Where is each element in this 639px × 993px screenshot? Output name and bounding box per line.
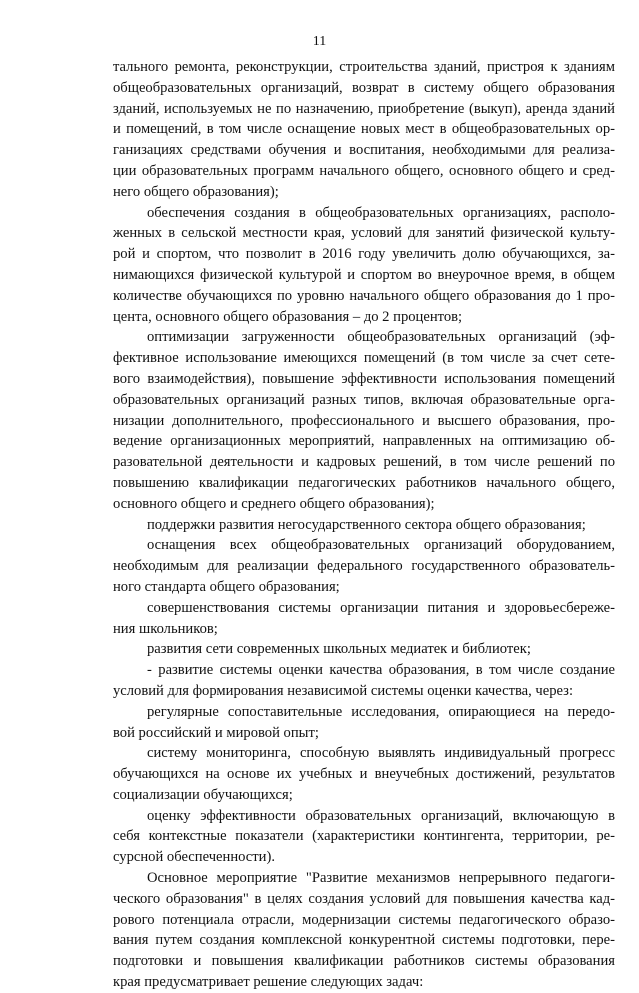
text-line: совершенствования системы организации питания и здоровьесбереже-	[147, 599, 615, 616]
text-line: вания путем создания комплексной конкурентной системы подготовки, пере-	[113, 932, 615, 949]
text-line: Основное мероприятие "Развитие механизмов непрерывного педагоги-	[147, 870, 615, 887]
text-line: вой российский и мировой опыт;	[113, 724, 319, 741]
text-line: женных в сельской местности края, условий для занятий физической культу-	[113, 225, 615, 242]
text-line: сурсной обеспеченности).	[113, 849, 275, 866]
text-line: образовательных организаций разных типов, включая образовательные орга-	[113, 391, 615, 408]
text-line: подготовки и повышения квалификации работников системы образования	[113, 953, 615, 970]
page-number: 11	[312, 34, 327, 49]
text-line: развития сети современных школьных медиатек и библиотек;	[147, 641, 531, 658]
text-line: себя контекстные показатели (характеристики контингента, территории, ре-	[113, 828, 615, 845]
text-line: оценку эффективности образовательных организаций, включающую в	[147, 807, 615, 824]
text-line: обучающихся на основе их учебных и внеучебных достижений, результатов	[113, 766, 615, 783]
text-line: края предусматривает решение следующих задач:	[113, 974, 424, 991]
text-line: основного общего и среднего общего образования);	[113, 495, 435, 512]
text-line: рой и спортом, что позволит в 2016 году увеличить долю обучающихся, за-	[113, 246, 615, 263]
text-line: систему мониторинга, способную выявлять индивидуальный прогресс	[147, 745, 615, 762]
text-line: тального ремонта, реконструкции, строительства зданий, пристроя к зданиям	[113, 59, 615, 75]
text-line: количестве обучающихся по уровню начального общего образования до 1 про-	[113, 287, 615, 304]
text-line: зданий, используемых не по назначению, приобретение (выкуп), аренда зданий	[113, 100, 615, 117]
text-line: оптимизации загруженности общеобразовательных организаций (эф-	[147, 329, 615, 346]
text-line: ния школьников;	[113, 620, 218, 637]
text-line: рового потенциала отрасли, модернизации системы педагогического образо-	[113, 911, 615, 928]
text-line: ганизациях средствами обучения и воспитания, необходимыми для реализа-	[113, 142, 615, 159]
text-line: фективное использование имеющихся помещений (в том числе за счет сете-	[113, 350, 615, 367]
text-line: ведение организационных мероприятий, направленных на оптимизацию об-	[113, 433, 615, 450]
text-line: ческого образования" в целях создания условий для повышения качества кад-	[113, 890, 615, 907]
text-line: и помещений, в том числе оснащение новых мест в общеобразовательных ор-	[113, 121, 615, 138]
text-line: разовательной деятельности и кадровых решений, в том числе решений по	[113, 454, 615, 471]
text-line: него общего образования);	[113, 183, 279, 200]
text-line: вого взаимодействия), повышение эффективности использования помещений	[113, 370, 615, 387]
text-line: ции образовательных программ начального общего, основного общего и сред-	[113, 162, 615, 179]
text-line: низации дополнительного, профессионального и высшего образования, про-	[113, 412, 615, 429]
text-line: ного стандарта общего образования;	[113, 578, 340, 595]
text-line: обеспечения создания в общеобразовательных организациях, располо-	[147, 204, 615, 221]
text-line: оснащения всех общеобразовательных организаций оборудованием,	[147, 537, 615, 554]
text-line: цента, основного общего образования – до 2 процентов;	[113, 308, 463, 325]
text-line: необходимым для реализации федерального государственного образователь-	[113, 558, 615, 575]
text-line: поддержки развития негосударственного сектора общего образования;	[147, 516, 586, 533]
text-line: условий для формирования независимой системы оценки качества, через:	[113, 682, 574, 699]
text-line: нимающихся физической культурой и спортом во внеурочное время, в общем	[113, 266, 615, 283]
text-line: регулярные сопоставительные исследования, опирающиеся на передо-	[147, 703, 615, 720]
text-line: социализации обучающихся;	[113, 786, 293, 803]
text-line: повышению квалификации педагогических работников начального общего,	[113, 474, 615, 491]
text-line: общеобразовательных организаций, возврат в систему общего образования	[113, 79, 615, 96]
body-text	[113, 57, 615, 993]
text-line: - развитие системы оценки качества образования, в том числе создание	[147, 662, 615, 679]
